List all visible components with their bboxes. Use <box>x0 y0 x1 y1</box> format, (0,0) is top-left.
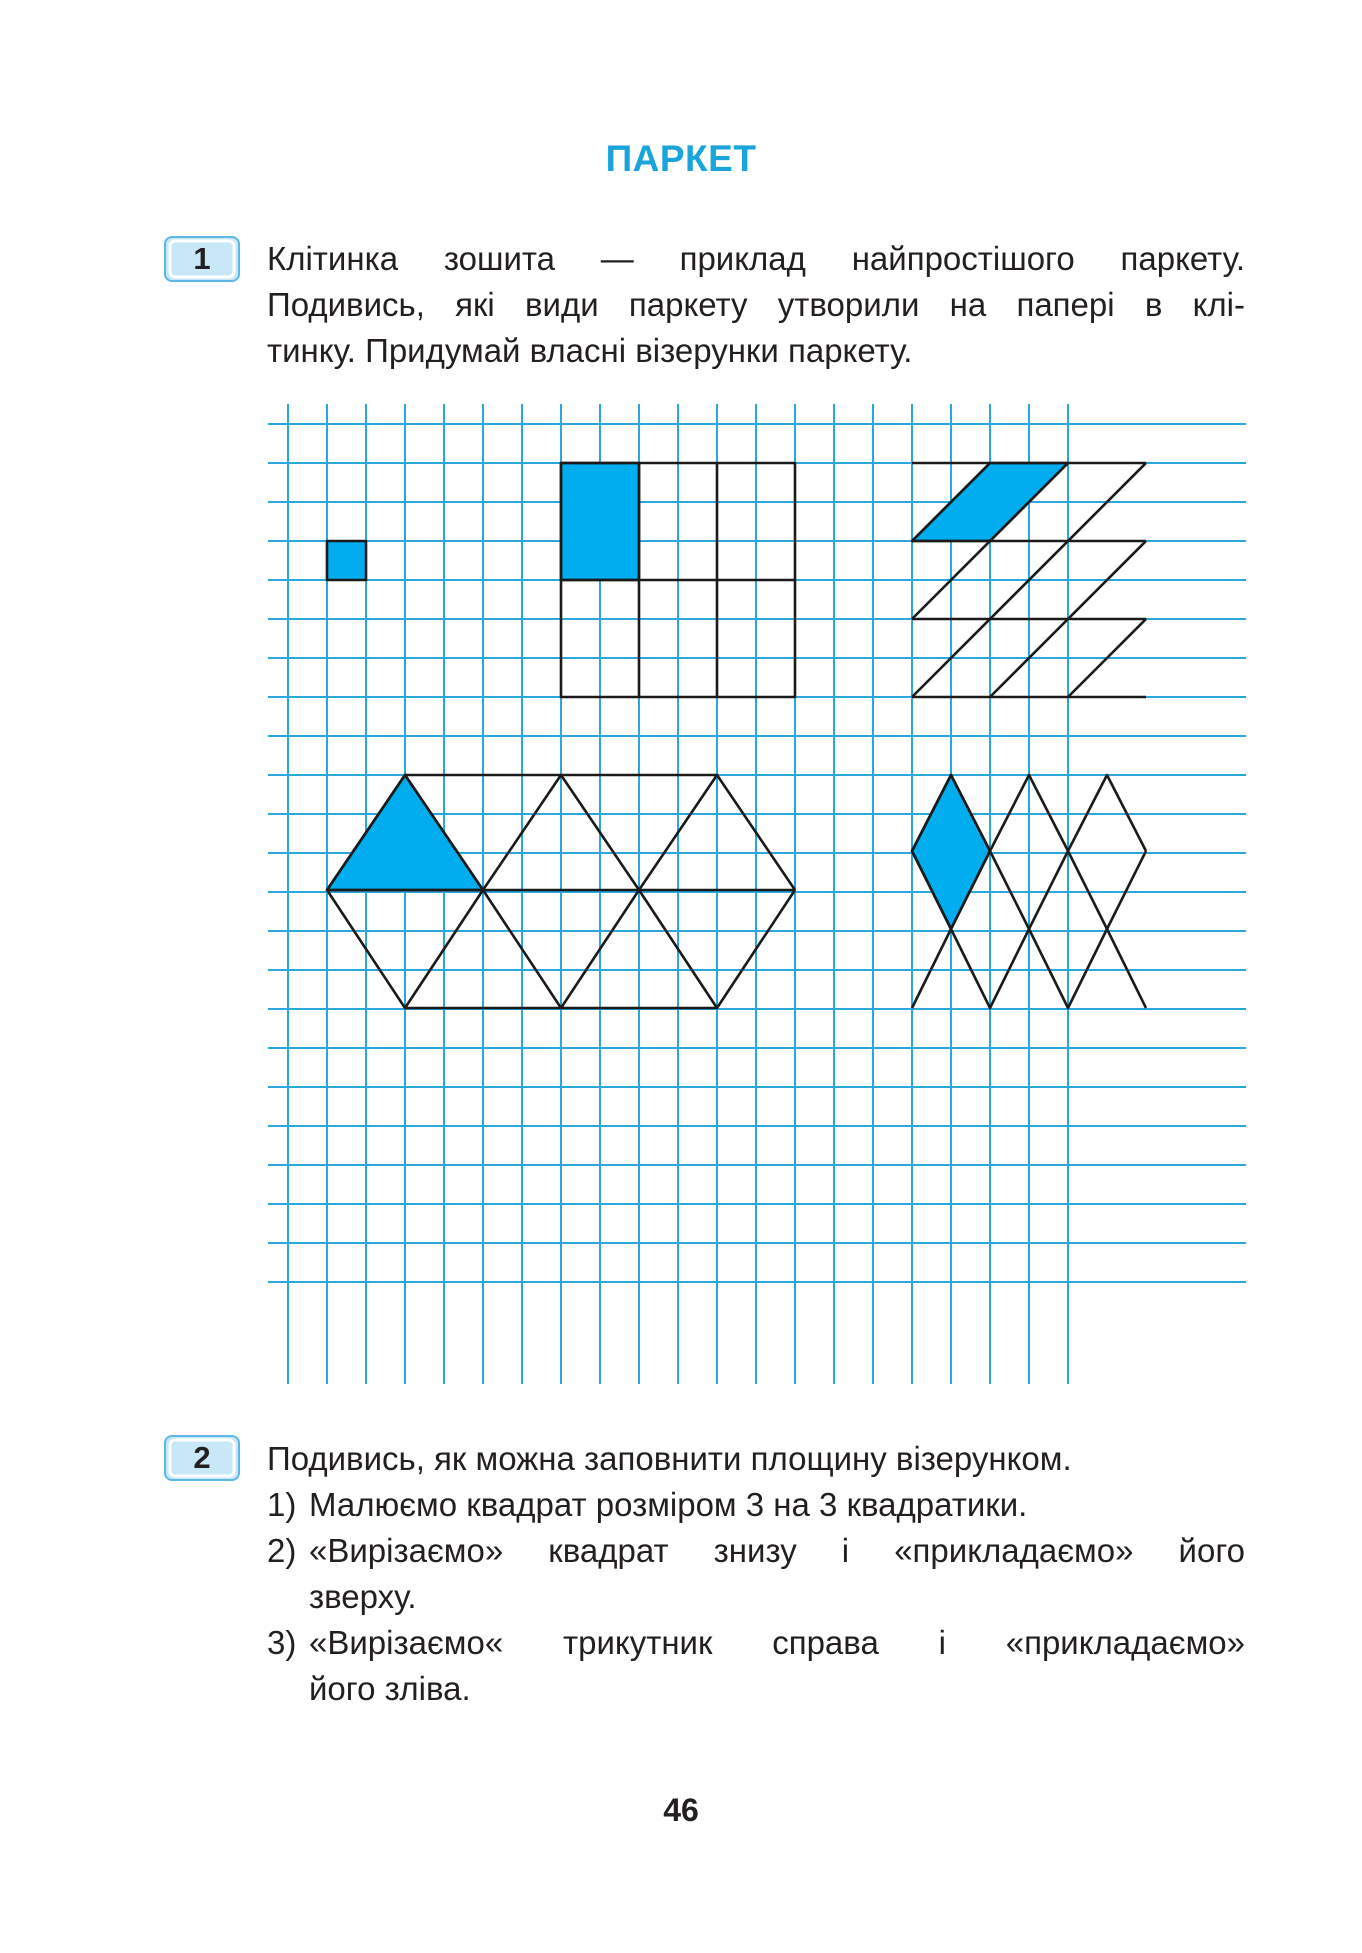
step-text-continued: його зліва. <box>309 1670 471 1707</box>
task-2-badge <box>163 1434 241 1482</box>
step-text-continued: зверху. <box>309 1578 417 1615</box>
rhombus-highlight <box>912 775 990 929</box>
task-1-number: 1 <box>193 241 211 276</box>
task-2-step-2 <box>267 1528 1245 1620</box>
step-number: 1) <box>267 1486 297 1523</box>
step-text: «Вирізаємо» квадрат знизу і «прикладаємо» його <box>309 1532 1245 1569</box>
task-2-step-3 <box>267 1620 1245 1712</box>
single-cell-square <box>327 541 366 580</box>
step-number: 2) <box>267 1532 297 1569</box>
task-1-line-3: тинку. Придумай власні візерунки паркету. <box>267 332 913 369</box>
page-number: 46 <box>663 1792 699 1828</box>
rectangle-highlight <box>561 463 639 580</box>
task-1-line-1: Клітинка зошита — приклад найпростішого паркету. <box>267 240 1245 277</box>
page-title: ПАРКЕТ <box>605 138 757 179</box>
task-2-number: 2 <box>193 1440 211 1475</box>
graph-paper-grid <box>268 404 1246 1384</box>
task-2-intro: Подивись, як можна заповнити площину візерунком. <box>267 1440 1072 1477</box>
step-text: Малюємо квадрат розміром 3 на 3 квадратики. <box>309 1486 1028 1523</box>
step-text: «Вирізаємо« трикутник справа і «прикладаємо» <box>309 1624 1245 1661</box>
task-1-line-2: Подивись, які види паркету утворили на папері в клі- <box>267 286 1245 323</box>
triangle-highlight <box>327 775 483 890</box>
task-2-step-1 <box>267 1482 1245 1528</box>
step-number: 3) <box>267 1624 297 1661</box>
